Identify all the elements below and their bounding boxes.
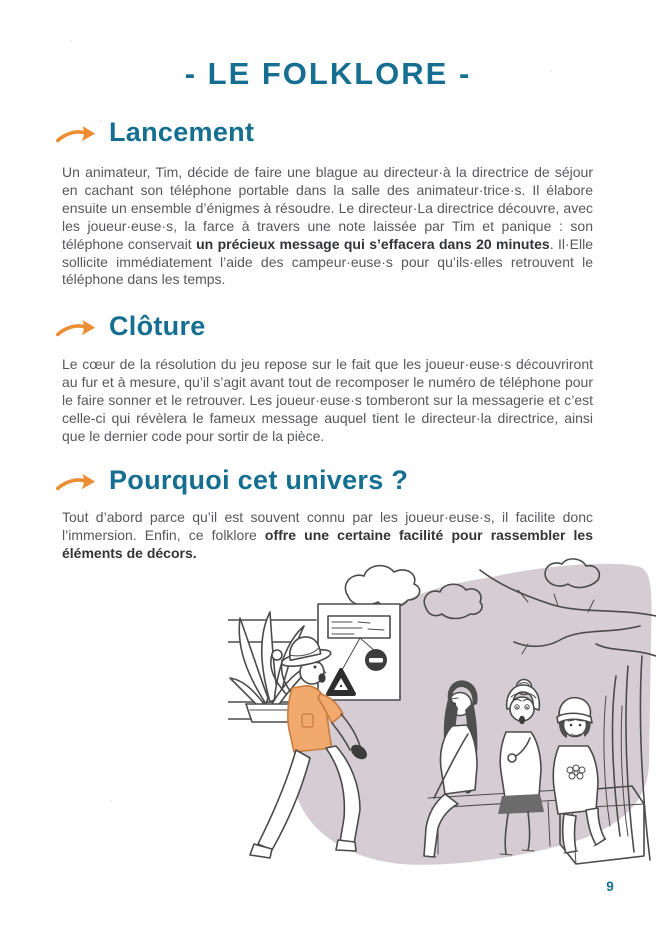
arrow-icon xyxy=(56,123,96,147)
no-entry-sign xyxy=(365,649,387,671)
section-lancement-heading-row xyxy=(56,117,254,148)
arrow-icon xyxy=(56,471,96,495)
paragraph-cloture xyxy=(62,356,593,446)
section-pourquoi-heading-row xyxy=(56,465,408,496)
section-heading-lancement: Lancement xyxy=(109,117,255,147)
paragraph-text: Un animateur, Tim, décide de faire une blague au directeur·à la directrice de séjour en cachant son téléphone portable dans la salle des animateur·trice·s. Il élabore ensuite un ensemble d’énigmes à résoudre. Le directeur·La directrice découvre, avec les joueur·euse·s, la farce à travers une note laissée par Tim et panique : son téléphone conservait xyxy=(62,164,593,252)
page-title: - LE FOLKLORE - xyxy=(184,56,472,91)
illustration-scene xyxy=(228,556,656,874)
section-cloture-heading-row xyxy=(56,311,206,342)
paragraph-bold-text: offre une certaine facilité pour rassembler les éléments de décors. xyxy=(62,526,593,561)
page-number: 9 xyxy=(606,879,614,894)
paragraph-pourquoi xyxy=(62,509,593,563)
paragraph-lancement xyxy=(62,164,593,289)
paragraph-bold-text: un précieux message qui s’effacera dans 20 minutes xyxy=(196,235,550,252)
arrow-icon xyxy=(56,317,96,341)
section-heading-cloture: Clôture xyxy=(109,311,206,341)
section-heading-pourquoi: Pourquoi cet univers ? xyxy=(109,465,409,495)
paragraph-text: . Il·Elle sollicite immédiatement l’aide des campeur·euse·s pour qu’ils·elles retrouvent le téléphone dans les temps. xyxy=(62,235,594,288)
paragraph-text: Le cœur de la résolution du jeu repose sur le fait que les joueur·euse·s découvriront au fur et à mesure, qu’il s’agit avant tout de recomposer le numéro de téléphone pour le faire sonner et le retrouver. Les joueur·euse·s tomberont sur la messagerie et c’est celle-ci qui révèlera le fameux message auquel tient le directeur·la directrice, ainsi que le dernier code pour sortir de la pièce. xyxy=(62,356,593,444)
paragraph-text: Tout d’abord parce qu’il est souvent connu par les joueur·euse·s, il facilite donc l’immersion. Enfin, ce folklore xyxy=(62,509,593,543)
paper-noise xyxy=(70,40,72,42)
